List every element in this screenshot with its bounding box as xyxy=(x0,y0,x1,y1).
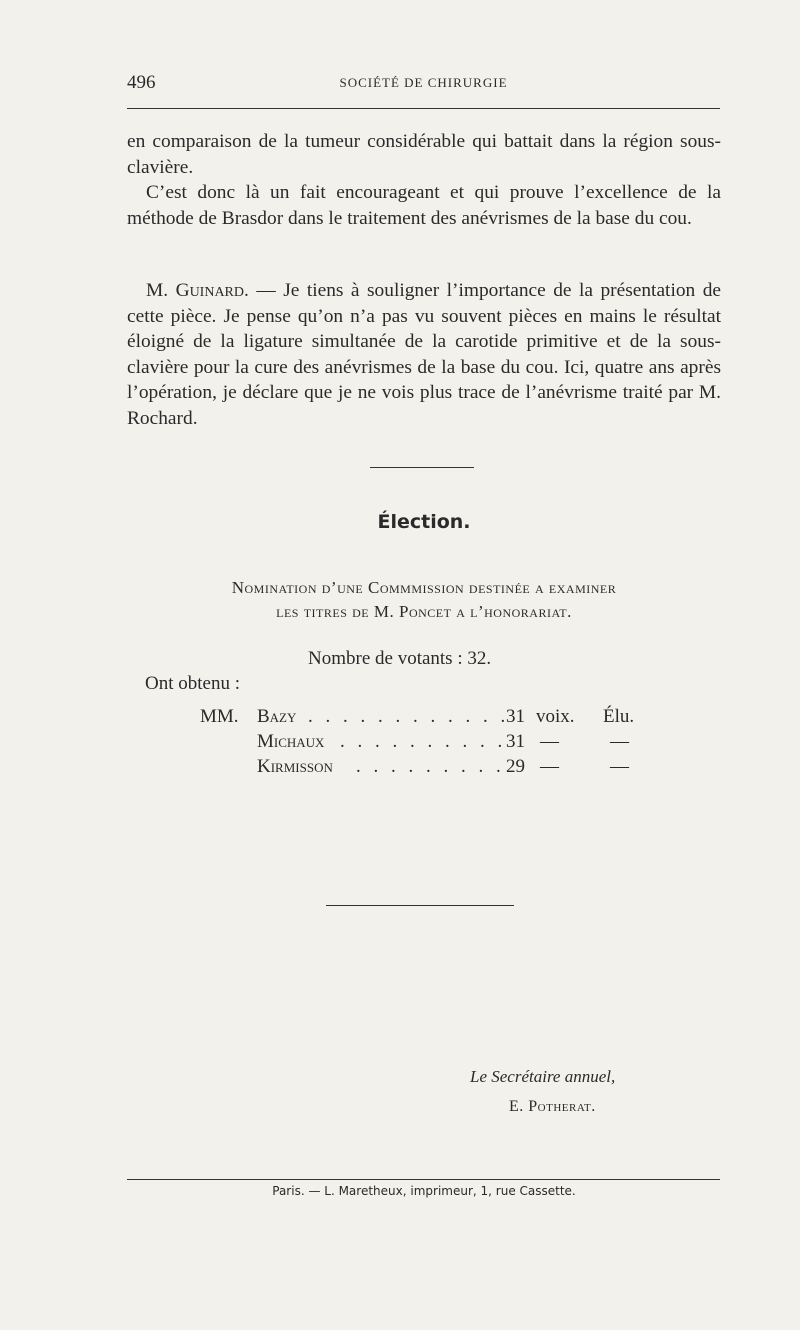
vote-count: 31 xyxy=(506,706,525,727)
paragraph-2 xyxy=(127,278,721,432)
mm-prefix: MM. xyxy=(200,706,239,727)
result-row xyxy=(200,756,650,781)
candidate-name: Kirmisson xyxy=(257,756,333,777)
header-rule xyxy=(127,108,720,109)
vote-unit: — xyxy=(540,731,559,752)
nomination-heading xyxy=(127,576,721,624)
running-title: SOCIÉTÉ DE CHIRURGIE xyxy=(339,75,508,90)
result-row xyxy=(200,731,650,756)
page-number: 496 xyxy=(127,72,156,93)
vote-unit: voix. xyxy=(536,706,575,727)
election-status: Élu. xyxy=(603,706,635,727)
election-status: — xyxy=(610,756,629,777)
leader-dots: . . . . . . . . . xyxy=(356,756,505,777)
paragraph-1 xyxy=(127,129,721,231)
section-divider xyxy=(370,467,474,468)
speaker-name: M. Guinard. xyxy=(146,280,249,301)
votants-count: Nombre de votants : 32. xyxy=(308,648,492,669)
leader-dots: . . . . . . . . . . xyxy=(340,731,507,752)
result-row xyxy=(200,706,650,731)
signature-role: Le Secrétaire annuel, xyxy=(470,1067,616,1086)
footer-rule xyxy=(127,1179,720,1180)
nomination-line-1: Nomination d’une Commmission destinée a examiner xyxy=(231,578,617,597)
obtenu-label: Ont obtenu : xyxy=(145,673,240,694)
printer-imprint: Paris. — L. Maretheux, imprimeur, 1, rue Cassette. xyxy=(272,1184,576,1198)
candidate-name: Michaux xyxy=(257,731,325,752)
election-status: — xyxy=(610,731,629,752)
paragraph-2-text: — Je tiens à souligner l’importance de la présentation de cette pièce. Je pense qu’on n’a pas vu souvent pièces en mains le résultat éloigné de la ligature simultanée de la carotide primitive et de la sous-clavière pour la cure des anévrismes de la base du cou. Ici, quatre ans après l’opération, je déclare que je ne vois plus trace de l’anévrisme traité par M. Rochard. xyxy=(127,280,721,429)
vote-count: 31 xyxy=(506,731,525,752)
candidate-name: Bazy xyxy=(257,706,297,727)
paragraph-1-line-1: en comparaison de la tumeur considérable qui battait dans la région sous-clavière. xyxy=(127,131,721,178)
nomination-line-2: les titres de M. Poncet a l’honorariat. xyxy=(276,602,572,621)
section-title: Élection. xyxy=(377,511,471,533)
leader-dots: . . . . . . . . . . . . xyxy=(308,706,510,727)
vote-count: 29 xyxy=(506,756,525,777)
vote-unit: — xyxy=(540,756,559,777)
running-header xyxy=(127,72,720,98)
signature-name: E. Potherat. xyxy=(509,1098,596,1115)
paragraph-1-line-2: C’est donc là un fait encourageant et qui prouve l’excellence de la méthode de Brasdor dans le traitement des anévrismes de la base du cou. xyxy=(127,182,721,229)
closing-divider xyxy=(326,905,514,906)
